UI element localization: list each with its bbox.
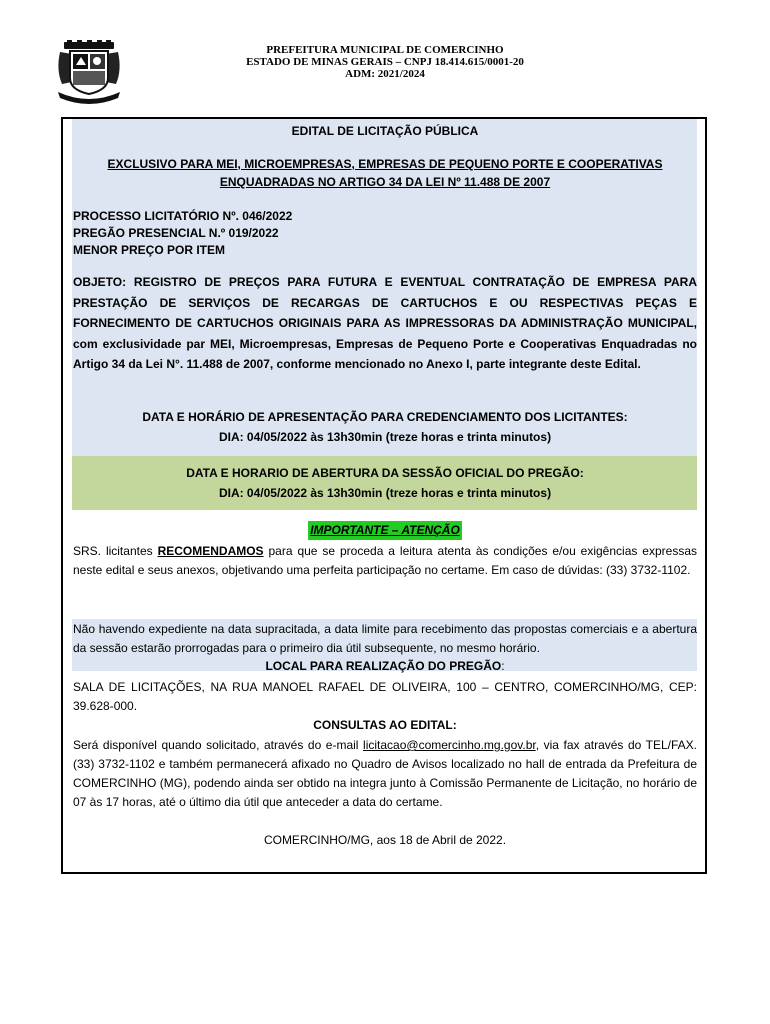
exclusive-line-2: ENQUADRADAS NO ARTIGO 34 DA LEI Nº 11.488 DE 2007 [219, 175, 551, 189]
consultas-text-pre: Será disponível quando solicitado, através do e-mail [73, 738, 364, 752]
abertura-date: DIA: 04/05/2022 às 13h30min (treze horas e trinta minutos) [218, 486, 552, 500]
nao-havendo-paragraph: Não havendo expediente na data supracitada, a data limite para recebimento das propostas comerciais e a abertura da sessão estarão prorrogadas para o primeiro dia útil subsequente, no mesmo horário. [73, 622, 697, 655]
objeto-paragraph: OBJETO: REGISTRO DE PREÇOS PARA FUTURA E EVENTUAL CONTRATAÇÃO DE EMPRESA PARA PRESTAÇÃO DE SERVIÇOS DE RECARGAS DE CARTUCHOS E OU RESPECTIVAS PEÇAS E FORNECIMENTO DE CARTUCHOS ORIGINAIS PARA AS IMPRESSORAS DA ADMINISTRAÇÃO MUNICIPAL, com exclusividade par MEI, Microempresas, Empresas de Pequeno Porte e Cooperativas Enquadradas no Artigo 34 da Lei N°. 11.488 de 2007, conforme mencionado no Anexo I, parte integrante deste Edital. [73, 275, 697, 371]
menor-preco: MENOR PREÇO POR ITEM [73, 243, 226, 257]
processo-licitatorio: PROCESSO LICITATÓRIO Nº. 046/2022 [73, 209, 293, 223]
srs-text-post: para que se proceda a leitura atenta às condições e/ou exigências expressas neste edital e seus anexos, objetivando uma perfeita participação no certame. Em caso de dúvidas: (33) 3732-1102. [73, 544, 697, 577]
srs-paragraph [73, 542, 697, 580]
municipality-name: PREFEITURA MUNICIPAL DE COMERCINHO [266, 44, 504, 56]
consultas-title: CONSULTAS AO EDITAL: [313, 718, 457, 732]
exclusive-line-1: EXCLUSIVO PARA MEI, MICROEMPRESAS, EMPRESAS DE PEQUENO PORTE E COOPERATIVAS [107, 157, 663, 171]
local-title-row [73, 657, 697, 676]
local-address: SALA DE LICITAÇÕES, NA RUA MANOEL RAFAEL DE OLIVEIRA, 100 – CENTRO, COMERCINHO/MG, CEP: 39.628-000. [73, 680, 697, 713]
administration-period: ADM: 2021/2024 [345, 68, 425, 80]
srs-text-pre: SRS. licitantes [73, 544, 158, 558]
recomendamos: RECOMENDAMOS [157, 544, 264, 558]
email-link[interactable]: licitacao@comercinho.mg.gov.br [363, 738, 536, 752]
importante-badge: IMPORTANTE – ATENÇÃO [308, 521, 462, 540]
consultas-paragraph [73, 736, 697, 812]
credenciamento-title: DATA E HORÁRIO DE APRESENTAÇÃO PARA CREDENCIAMENTO DOS LICITANTES: [142, 410, 628, 424]
state-cnpj: ESTADO DE MINAS GERAIS – CNPJ 18.414.615/0001-20 [246, 56, 524, 68]
consultas-text-post: , via fax através do TEL/FAX. (33) 3732-1102 e também permanecerá afixado no Quadro de Avisos localizado no hall de entrada da Prefeitura de COMERCINHO (MG), podendo ainda ser obtido na integra junto à Comissão Permanente de Licitação, no horário de 07 às 17 horas, até o último dia útil que anteceder a data do certame. [73, 738, 698, 809]
document-header [200, 44, 570, 80]
municipal-coat-of-arms [54, 40, 124, 106]
local-colon: : [501, 659, 505, 673]
local-title: LOCAL PARA REALIZAÇÃO DO PREGÃO [265, 659, 502, 673]
importante-row [73, 521, 697, 540]
signature-date: COMERCINHO/MG, aos 18 de Abril de 2022. [263, 833, 507, 847]
pregao-presencial: PREGÃO PRESENCIAL N.º 019/2022 [73, 226, 279, 240]
edital-title: EDITAL DE LICITAÇÃO PÚBLICA [291, 124, 479, 138]
abertura-title: DATA E HORARIO DE ABERTURA DA SESSÃO OFICIAL DO PREGÃO: [186, 466, 584, 480]
credenciamento-date: DIA: 04/05/2022 às 13h30min (treze horas e trinta minutos) [218, 430, 552, 444]
